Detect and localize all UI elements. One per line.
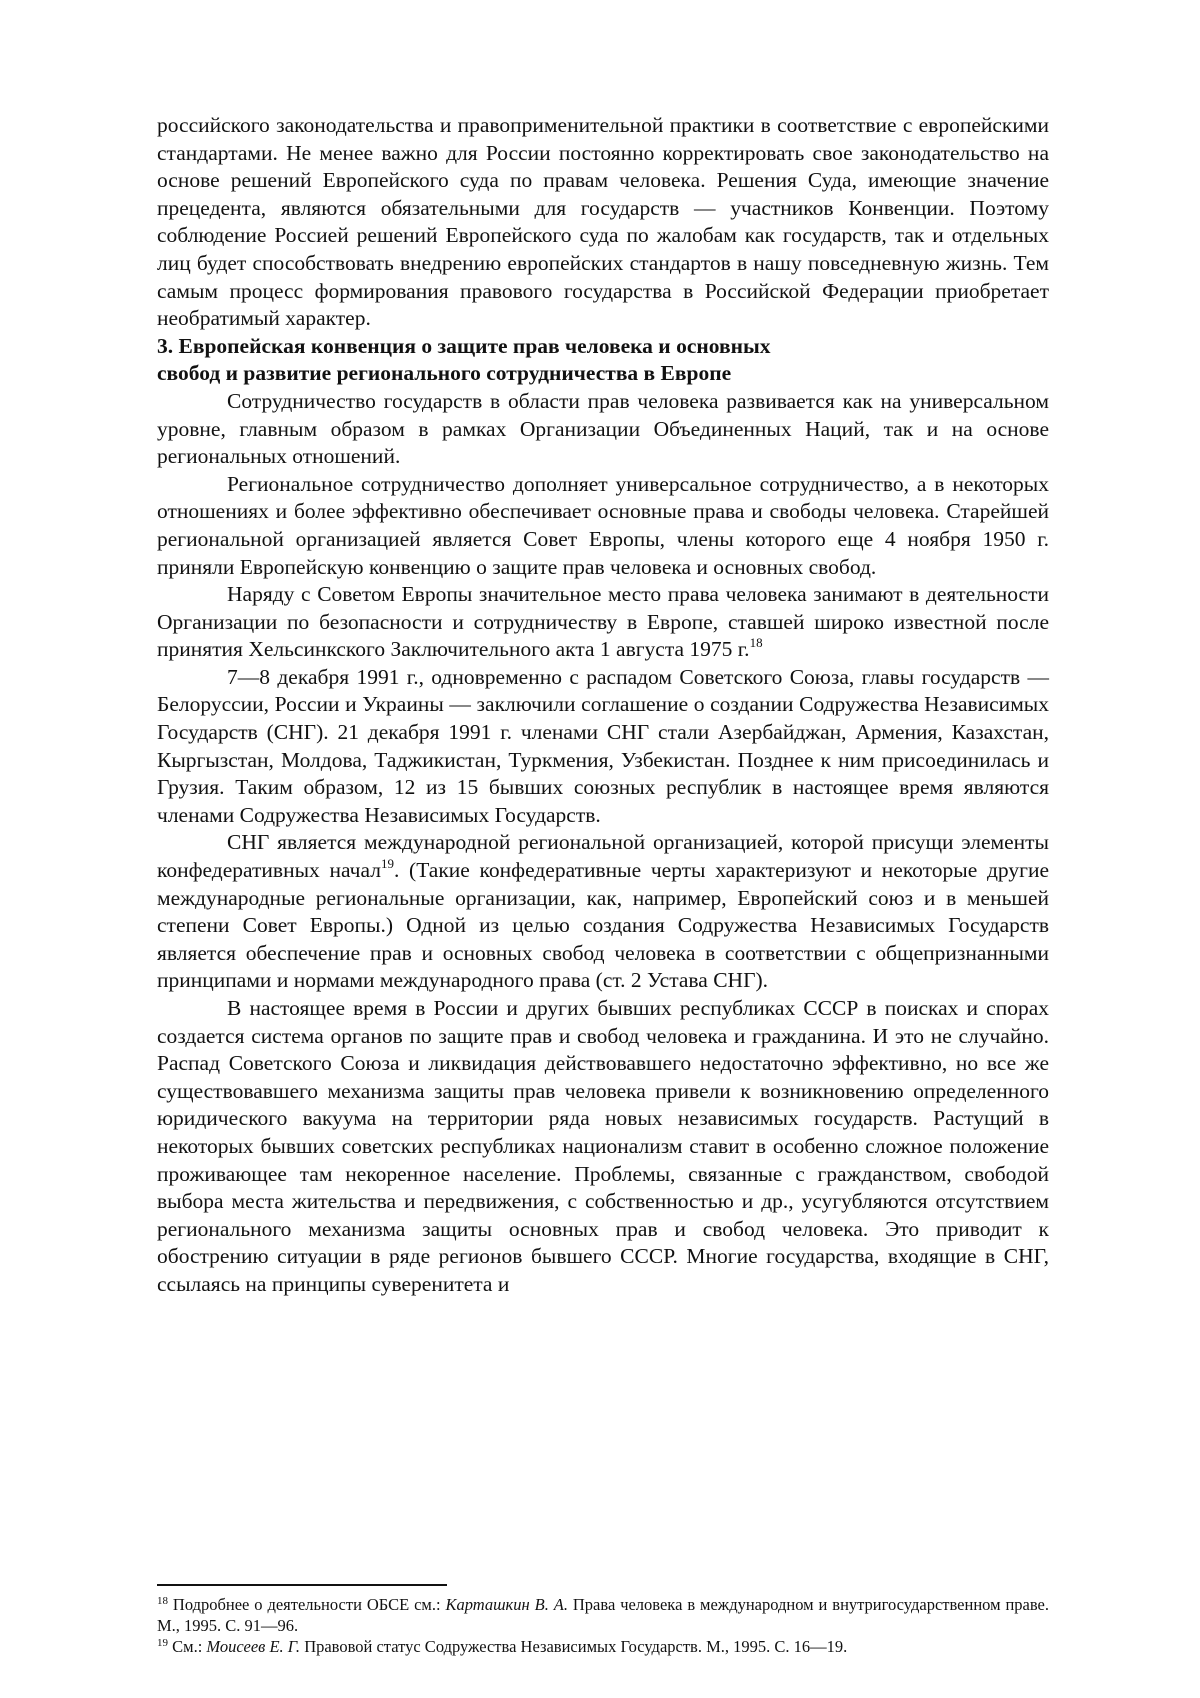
footnote-divider	[157, 1584, 447, 1586]
footnote-19-pre: См.:	[168, 1637, 207, 1656]
footnote-ref-19[interactable]: 19	[380, 856, 394, 872]
footnote-ref-18[interactable]: 18	[749, 635, 763, 651]
paragraph-cooperation: Сотрудничество государств в области прав человека развивается как на универсальном уровне, главным образом в рамках Организации Объединенных Наций, так и на основе региональных отношений.	[157, 388, 1049, 469]
paragraph-osce-text: Наряду с Советом Европы значительное место права человека занимают в деятельности Организации по безопасности и сотрудничеству в Европе, ставшей широко известной после принятия Хельсинкского Заключительного акта 1 августа 1975 г.	[157, 582, 1049, 662]
paragraph-continuation: российского законодательства и правоприменительной практики в соответствие с европейскими стандартами. Не менее важно для России постоянно корректировать свое законодательство на основе решений Европейского суда по правам человека. Решения Суда, имеющие значение прецедента, являются обязательными для государств — участников Конвенции. Поэтому соблюдение Россией решений Европейского суда по жалобам как государств, так и отдельных лиц будет способствовать внедрению европейских стандартов в нашу повседневную жизнь. Тем самым процесс формирования правового государства в Российской Федерации приобретает необратимый характер.	[157, 113, 1049, 331]
footnote-19	[157, 1636, 1049, 1657]
paragraph-cis-organization	[157, 829, 1049, 995]
paragraph-current-situation: В настоящее время в России и других бывших республиках СССР в поисках и спорах создается система органов по защите прав и свобод человека и гражданина. И это не случайно. Распад Советского Союза и ликвидация действовавшего недостаточно эффективно, но все же существовавшего механизма защиты прав человека привели к возникновению определенного юридического вакуума на территории ряда новых независимых государств. Растущий в некоторых бывших советских республиках национализм ставит в особенно сложное положение проживающее там некоренное население. Проблемы, связанные с гражданством, свободой выбора места жительства и передвижения, с собственностью и др., усугубляются отсутствием регионального механизма защиты основных прав и свобод человека. Это приводит к обострению ситуации в ряде регионов бывшего СССР. Многие государства, входящие в СНГ, ссылаясь на принципы суверенитета и	[157, 996, 1049, 1296]
footnote-19-post: Правовой статус Содружества Независимых Государств. М., 1995. С. 16—19.	[300, 1637, 848, 1656]
paragraph-regional-cooperation: Региональное сотрудничество дополняет универсальное сотрудничество, а в некоторых отношениях и более эффективно обеспечивает основные права и свободы человека. Старейшей региональной организацией является Совет Европы, члены которого еще 4 ноября 1950 г. приняли Европейскую конвенцию о защите прав человека и основных свобод.	[157, 471, 1049, 579]
footnote-18	[157, 1594, 1049, 1636]
section-heading	[157, 333, 1049, 388]
footnote-18-pre: Подробнее о деятельности ОБСЕ см.:	[168, 1595, 446, 1614]
footnote-number-19: 19	[157, 1637, 168, 1649]
footnote-number-18: 18	[157, 1595, 168, 1607]
footnotes	[157, 1594, 1049, 1657]
section-heading-line-1: 3. Европейская конвенция о защите прав человека и основных	[157, 333, 771, 358]
body-text	[157, 112, 1049, 1299]
footnote-18-author: Карташкин В. А.	[445, 1595, 568, 1614]
paragraph-cis-creation: 7—8 декабря 1991 г., одновременно с распадом Советского Союза, главы государств — Белоруссии, России и Украины — заключили соглашение о создании Содружества Независимых Государств (СНГ). 21 декабря 1991 г. членами СНГ стали Азербайджан, Армения, Казахстан, Кыргызстан, Молдова, Таджикистан, Туркмения, Узбекистан. Позднее к ним присоединилась и Грузия. Таким образом, 12 из 15 бывших союзных республик в настоящее время являются членами Содружества Независимых Государств.	[157, 664, 1049, 827]
section-heading-line-2: свобод и развитие регионального сотрудничества в Европе	[157, 361, 732, 386]
paragraph-cis-organization-text-a: СНГ является международной региональной организацией, которой присущи элементы конфедеративных начал	[157, 830, 1049, 883]
footnote-18-post: Права человека в международном и внутригосударственном праве. М., 1995. С. 91—96.	[157, 1595, 1049, 1635]
paragraph-cis-organization-text-b: . (Такие конфедеративные черты характеризуют и некоторые другие международные региональные организации, как, например, Европейский союз и в меньшей степени Совет Европы.) Одной из целью создания Содружества Независимых Государств является обеспечение прав и основных свобод человека в соответствии с общепризнанными принципами и нормами международного права (ст. 2 Устава СНГ).	[157, 858, 1049, 993]
paragraph-osce	[157, 581, 1049, 664]
footnote-19-author: Моисеев Е. Г.	[206, 1637, 301, 1656]
